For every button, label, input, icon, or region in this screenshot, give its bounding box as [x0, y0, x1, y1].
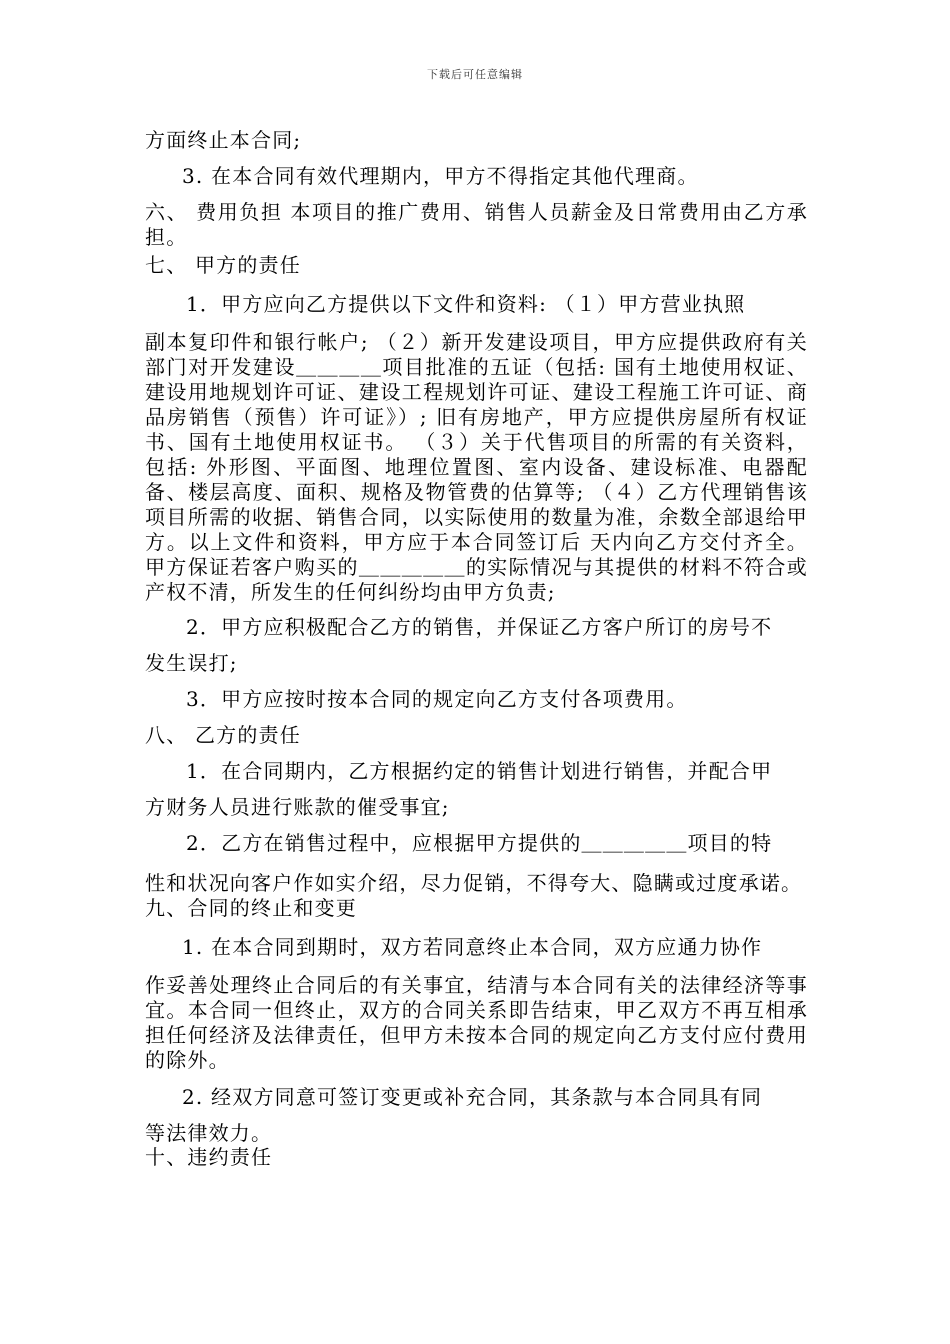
document-body [145, 122, 808, 1170]
paragraph: 1. 在本合同到期时，双方若同意终止本合同，双方应通力协作 [182, 935, 763, 959]
page-header: 下载后可任意编辑 [427, 68, 523, 81]
paragraph: 2. 经双方同意可签订变更或补充合同，其条款与本合同具有同 [182, 1085, 763, 1109]
section-heading: 八、 乙方的责任 [145, 723, 301, 747]
paragraph: 2．甲方应积极配合乙方的销售，并保证乙方客户所订的房号不 [186, 615, 773, 639]
section-heading: 六、 费用负担 本项目的推广费用、销售人员薪金及日常费用由乙方承担。 [145, 200, 808, 249]
paragraph: 副本复印件和银行帐户; （２）新开发建设项目，甲方应提供政府有关部门对开发建设＿＿＿＿项目批准的五证（包括: 国有土地使用权证、建设用地规划许可证、建设工程规划许可证、建设工程施工许可证、商品房销售（预售）许可证》）; 旧有房地产，甲方应提供房屋所有权证书、国有土地使用权证书。 （３）关于代售项目的所需的有关资料，包括: 外形图、平面图、地理位置图、室内设备、建设标准、电器配备、楼层高度、面积、规格及物管费的估算等; （４）乙方代理销售该项目所需的收据、销售合同，以实际使用的数量为准，余数全部退给甲方。以上文件和资料，甲方应于本合同签订后 天内向乙方交付齐全。 甲方保证若客户购买的＿＿＿＿＿的实际情况与其提供的材料不符合或产权不清，所发生的任何纠纷均由甲方负责; [145, 330, 808, 604]
paragraph: 3．甲方应按时按本合同的规定向乙方支付各项费用。 [186, 687, 688, 711]
paragraph: 方财务人员进行账款的催受事宜; [145, 795, 450, 819]
paragraph: 1．在合同期内，乙方根据约定的销售计划进行销售，并配合甲 [186, 759, 773, 783]
paragraph: 作妥善处理终止合同后的有关事宜，结清与本合同有关的法律经济等事宜。本合同一但终止，双方的合同关系即告结束，甲乙双方不再互相承担任何经济及法律责任，但甲方未按本合同的规定向乙方支付应付费用的除外。 [145, 973, 808, 1072]
paragraph: 2．乙方在销售过程中，应根据甲方提供的＿＿＿＿＿项目的特 [186, 831, 773, 855]
paragraph: 1．甲方应向乙方提供以下文件和资料: （１）甲方营业执照 [186, 292, 746, 316]
paragraph: 方面终止本合同; [145, 128, 302, 152]
paragraph: 性和状况向客户作如实介绍，尽力促销，不得夸大、隐瞒或过度承诺。 [145, 871, 803, 895]
section-heading: 九、合同的终止和变更 [145, 896, 357, 920]
paragraph: 等法律效力。 [145, 1121, 273, 1145]
paragraph: 发生误打; [145, 651, 238, 675]
paragraph: 3. 在本合同有效代理期内，甲方不得指定其他代理商。 [182, 164, 699, 188]
section-heading: 十、违约责任 [145, 1145, 273, 1169]
section-heading: 七、 甲方的责任 [145, 253, 301, 277]
